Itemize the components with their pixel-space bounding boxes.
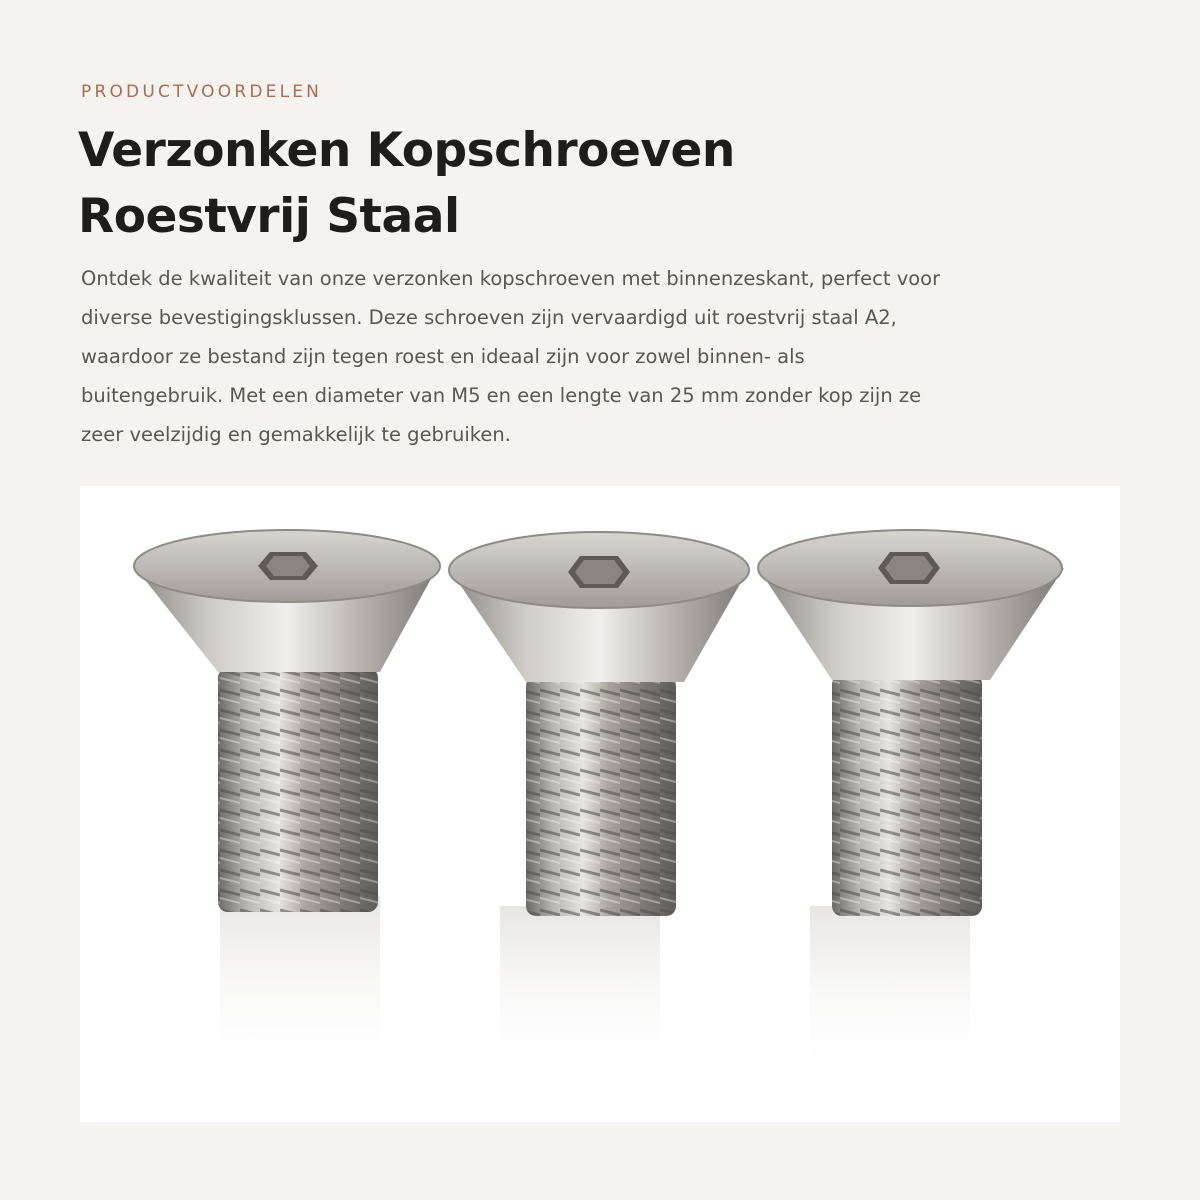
section-title — [78, 118, 1078, 250]
reflections — [220, 896, 970, 1086]
description-line-5: zeer veelzijdig en gemakkelijk te gebruiken. — [81, 423, 511, 446]
section-eyebrow: PRODUCTVOORDELEN — [81, 82, 323, 102]
section-description — [81, 259, 1101, 454]
description-line-1: Ontdek de kwaliteit van onze verzonken kopschroeven met binnenzeskant, perfect voor — [81, 267, 941, 290]
product-photo — [80, 486, 1120, 1122]
description-line-3: waardoor ze bestand zijn tegen roest en ideaal zijn voor zowel binnen- als — [81, 345, 805, 368]
title-line-2: Roestvrij Staal — [78, 189, 460, 244]
screws-illustration — [80, 486, 1120, 1122]
description-line-2: diverse bevestigingsklussen. Deze schroeven zijn vervaardigd uit roestvrij staal A2, — [81, 306, 897, 329]
title-line-1: Verzonken Kopschroeven — [78, 123, 735, 178]
description-line-4: buitengebruik. Met een diameter van M5 en een lengte van 25 mm zonder kop zijn ze — [81, 384, 922, 407]
